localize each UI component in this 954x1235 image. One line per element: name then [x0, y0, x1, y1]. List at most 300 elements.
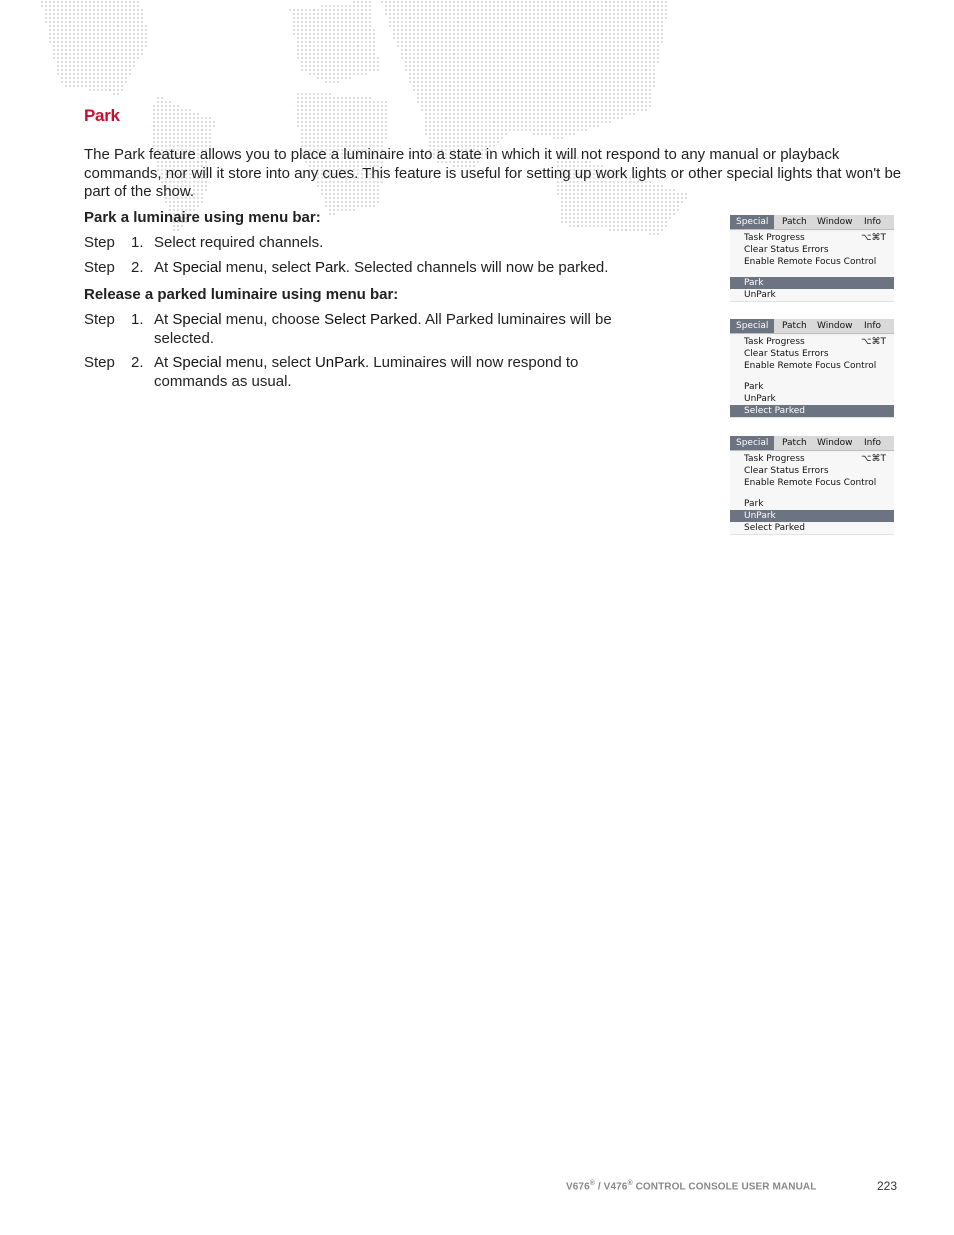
map-dot — [553, 109, 555, 111]
map-dot — [573, 37, 575, 39]
map-dot — [557, 29, 559, 31]
map-dot — [481, 29, 483, 31]
map-dot — [513, 53, 515, 55]
map-dot — [497, 57, 499, 59]
map-dot — [77, 17, 79, 19]
map-dot — [313, 93, 315, 95]
map-dot — [645, 225, 647, 227]
map-dot — [361, 1, 363, 3]
map-dot — [309, 9, 311, 11]
map-dot — [441, 137, 443, 139]
map-dot — [641, 105, 643, 107]
map-dot — [649, 73, 651, 75]
map-dot — [597, 1, 599, 3]
menu-item-task-progress[interactable] — [730, 336, 894, 348]
menu-item-select-parked[interactable]: Select Parked — [744, 523, 806, 533]
map-dot — [393, 33, 395, 35]
map-dot — [621, 221, 623, 223]
map-dot — [601, 45, 603, 47]
map-dot — [369, 9, 371, 11]
menu-item-enable-remote-focus[interactable]: Enable Remote Focus Control — [744, 361, 877, 371]
menu-item-enable-remote-focus[interactable]: Enable Remote Focus Control — [744, 257, 877, 267]
map-dot — [457, 9, 459, 11]
map-dot — [461, 81, 463, 83]
map-dot — [369, 137, 371, 139]
map-dot — [449, 81, 451, 83]
map-dot — [509, 93, 511, 95]
map-dot — [589, 69, 591, 71]
map-dot — [605, 85, 607, 87]
menu-item-enable-remote-focus[interactable]: Enable Remote Focus Control — [744, 478, 877, 488]
map-dot — [529, 37, 531, 39]
map-dot — [533, 53, 535, 55]
map-dot — [297, 57, 299, 59]
menu-item-park[interactable]: Park — [730, 277, 894, 289]
map-dot — [485, 61, 487, 63]
map-dot — [429, 137, 431, 139]
map-dot — [545, 117, 547, 119]
map-dot — [317, 69, 319, 71]
map-dot — [329, 121, 331, 123]
map-dot — [341, 9, 343, 11]
map-dot — [313, 73, 315, 75]
map-dot — [361, 97, 363, 99]
map-dot — [317, 93, 319, 95]
map-dot — [541, 57, 543, 59]
map-dot — [449, 41, 451, 43]
map-dot — [673, 209, 675, 211]
map-dot — [293, 25, 295, 27]
map-dot — [553, 125, 555, 127]
map-dot — [409, 17, 411, 19]
map-dot — [577, 45, 579, 47]
map-dot — [321, 69, 323, 71]
map-dot — [585, 105, 587, 107]
menu-item-select-parked[interactable]: Select Parked — [730, 405, 894, 417]
map-dot — [345, 9, 347, 11]
map-dot — [633, 21, 635, 23]
map-dot — [397, 9, 399, 11]
map-dot — [465, 141, 467, 143]
map-dot — [633, 41, 635, 43]
map-dot — [321, 93, 323, 95]
map-dot — [105, 65, 107, 67]
map-dot — [653, 17, 655, 19]
map-dot — [481, 53, 483, 55]
map-dot — [81, 5, 83, 7]
map-dot — [357, 73, 359, 75]
menu-window[interactable]: Window — [817, 438, 853, 448]
map-dot — [577, 17, 579, 19]
map-dot — [153, 133, 155, 135]
map-dot — [305, 137, 307, 139]
map-dot — [589, 221, 591, 223]
map-dot — [345, 29, 347, 31]
map-dot — [369, 41, 371, 43]
map-dot — [517, 37, 519, 39]
map-dot — [301, 117, 303, 119]
menu-special[interactable]: Special — [730, 215, 774, 229]
map-dot — [641, 53, 643, 55]
map-dot — [101, 69, 103, 71]
map-dot — [333, 29, 335, 31]
map-dot — [457, 41, 459, 43]
menu-item-park[interactable]: Park — [744, 499, 764, 509]
menu-info[interactable]: Info — [864, 438, 882, 448]
map-dot — [581, 53, 583, 55]
map-dot — [497, 125, 499, 127]
map-dot — [585, 33, 587, 35]
map-dot — [645, 37, 647, 39]
map-dot — [405, 45, 407, 47]
map-dot — [569, 57, 571, 59]
map-dot — [317, 13, 319, 15]
map-dot — [629, 49, 631, 51]
map-dot — [617, 1, 619, 3]
map-dot — [633, 105, 635, 107]
map-dot — [473, 81, 475, 83]
map-dot — [453, 13, 455, 15]
map-dot — [493, 85, 495, 87]
map-dot — [157, 113, 159, 115]
map-dot — [421, 1, 423, 3]
map-dot — [625, 45, 627, 47]
map-dot — [329, 9, 331, 11]
map-dot — [481, 93, 483, 95]
map-dot — [533, 97, 535, 99]
menu-info[interactable]: Info — [864, 217, 882, 227]
map-dot — [449, 129, 451, 131]
menu-item-clear-status-errors[interactable]: Clear Status Errors — [744, 349, 829, 359]
map-dot — [357, 53, 359, 55]
map-dot — [645, 25, 647, 27]
map-dot — [93, 61, 95, 63]
map-dot — [357, 109, 359, 111]
map-dot — [597, 49, 599, 51]
map-dot — [461, 73, 463, 75]
map-dot — [333, 133, 335, 135]
map-dot — [485, 41, 487, 43]
map-dot — [373, 61, 375, 63]
map-dot — [589, 89, 591, 91]
map-dot — [649, 77, 651, 79]
map-dot — [433, 137, 435, 139]
map-dot — [521, 57, 523, 59]
map-dot — [93, 1, 95, 3]
map-dot — [113, 25, 115, 27]
map-dot — [393, 1, 395, 3]
map-dot — [557, 57, 559, 59]
map-dot — [605, 25, 607, 27]
map-dot — [405, 57, 407, 59]
map-dot — [169, 125, 171, 127]
map-dot — [569, 129, 571, 131]
map-dot — [497, 77, 499, 79]
map-dot — [405, 13, 407, 15]
map-dot — [53, 5, 55, 7]
map-dot — [533, 109, 535, 111]
map-dot — [81, 61, 83, 63]
map-dot — [141, 29, 143, 31]
map-dot — [445, 61, 447, 63]
map-dot — [585, 213, 587, 215]
map-dot — [645, 93, 647, 95]
map-dot — [433, 81, 435, 83]
map-dot — [613, 81, 615, 83]
map-dot — [361, 37, 363, 39]
map-dot — [593, 109, 595, 111]
map-dot — [457, 109, 459, 111]
map-dot — [301, 29, 303, 31]
map-dot — [93, 65, 95, 67]
map-dot — [553, 97, 555, 99]
map-dot — [553, 77, 555, 79]
map-dot — [417, 13, 419, 15]
menu-item-unpark[interactable]: UnPark — [744, 290, 776, 300]
map-dot — [577, 13, 579, 15]
map-dot — [357, 117, 359, 119]
map-dot — [657, 25, 659, 27]
map-dot — [637, 65, 639, 67]
map-dot — [81, 73, 83, 75]
map-dot — [129, 61, 131, 63]
map-dot — [497, 33, 499, 35]
map-dot — [469, 89, 471, 91]
map-dot — [89, 9, 91, 11]
map-dot — [437, 57, 439, 59]
map-dot — [461, 5, 463, 7]
map-dot — [373, 33, 375, 35]
map-dot — [457, 65, 459, 67]
menu-patch[interactable]: Patch — [782, 217, 807, 227]
map-dot — [645, 13, 647, 15]
map-dot — [197, 113, 199, 115]
map-dot — [661, 1, 663, 3]
map-dot — [493, 121, 495, 123]
map-dot — [521, 13, 523, 15]
menu-item-task-progress[interactable] — [730, 453, 894, 465]
map-dot — [625, 109, 627, 111]
map-dot — [565, 45, 567, 47]
map-dot — [425, 49, 427, 51]
map-dot — [121, 41, 123, 43]
map-dot — [105, 89, 107, 91]
menu-item-park[interactable]: Park — [744, 382, 764, 392]
map-dot — [641, 29, 643, 31]
map-dot — [501, 137, 503, 139]
map-dot — [553, 73, 555, 75]
menu-screenshot-select-parked — [730, 319, 894, 418]
map-dot — [425, 29, 427, 31]
map-dot — [537, 117, 539, 119]
map-dot — [401, 13, 403, 15]
map-dot — [401, 17, 403, 19]
map-dot — [545, 109, 547, 111]
map-dot — [373, 29, 375, 31]
map-dot — [533, 25, 535, 27]
map-dot — [605, 121, 607, 123]
map-dot — [77, 5, 79, 7]
map-dot — [485, 121, 487, 123]
map-dot — [73, 29, 75, 31]
map-dot — [333, 61, 335, 63]
map-dot — [301, 37, 303, 39]
map-dot — [617, 13, 619, 15]
map-dot — [357, 125, 359, 127]
map-dot — [201, 137, 203, 139]
map-dot — [541, 109, 543, 111]
map-dot — [545, 17, 547, 19]
menu-item-clear-status-errors[interactable]: Clear Status Errors — [744, 466, 829, 476]
map-dot — [53, 37, 55, 39]
map-dot — [613, 73, 615, 75]
map-dot — [309, 101, 311, 103]
map-dot — [345, 125, 347, 127]
map-dot — [457, 133, 459, 135]
map-dot — [533, 73, 535, 75]
map-dot — [513, 85, 515, 87]
map-dot — [205, 133, 207, 135]
map-dot — [569, 81, 571, 83]
map-dot — [569, 45, 571, 47]
map-dot — [473, 57, 475, 59]
map-dot — [437, 137, 439, 139]
map-dot — [509, 117, 511, 119]
map-dot — [333, 45, 335, 47]
map-dot — [577, 77, 579, 79]
map-dot — [621, 41, 623, 43]
map-dot — [653, 13, 655, 15]
menu-info[interactable]: Info — [864, 321, 882, 331]
map-dot — [49, 1, 51, 3]
map-dot — [121, 65, 123, 67]
map-dot — [481, 121, 483, 123]
map-dot — [121, 49, 123, 51]
menu-patch[interactable]: Patch — [782, 438, 807, 448]
map-dot — [513, 65, 515, 67]
map-dot — [629, 221, 631, 223]
map-dot — [465, 97, 467, 99]
map-dot — [425, 37, 427, 39]
map-dot — [653, 205, 655, 207]
map-dot — [517, 77, 519, 79]
map-dot — [565, 57, 567, 59]
menu-item-task-progress[interactable] — [730, 232, 894, 244]
map-dot — [433, 21, 435, 23]
map-dot — [653, 33, 655, 35]
map-dot — [373, 105, 375, 107]
map-dot — [581, 5, 583, 7]
map-dot — [121, 61, 123, 63]
map-dot — [469, 121, 471, 123]
map-dot — [517, 81, 519, 83]
map-dot — [601, 53, 603, 55]
map-dot — [201, 129, 203, 131]
map-dot — [541, 13, 543, 15]
menu-window[interactable]: Window — [817, 217, 853, 227]
map-dot — [369, 45, 371, 47]
map-dot — [353, 9, 355, 11]
map-dot — [357, 205, 359, 207]
map-dot — [381, 117, 383, 119]
map-dot — [321, 61, 323, 63]
map-dot — [485, 105, 487, 107]
menu-item-unpark[interactable]: UnPark — [730, 510, 894, 522]
menu-special[interactable]: Special — [730, 436, 774, 450]
map-dot — [633, 77, 635, 79]
map-dot — [133, 13, 135, 15]
map-dot — [625, 25, 627, 27]
map-dot — [569, 217, 571, 219]
map-dot — [541, 41, 543, 43]
menu-item-clear-status-errors[interactable]: Clear Status Errors — [744, 245, 829, 255]
map-dot — [317, 113, 319, 115]
map-dot — [649, 213, 651, 215]
map-dot — [53, 33, 55, 35]
map-dot — [97, 21, 99, 23]
map-dot — [89, 21, 91, 23]
map-dot — [553, 105, 555, 107]
map-dot — [449, 117, 451, 119]
map-dot — [561, 97, 563, 99]
map-dot — [581, 129, 583, 131]
map-dot — [593, 73, 595, 75]
map-dot — [601, 13, 603, 15]
map-dot — [561, 29, 563, 31]
map-dot — [505, 13, 507, 15]
map-dot — [565, 109, 567, 111]
map-dot — [329, 41, 331, 43]
map-dot — [621, 21, 623, 23]
map-dot — [485, 69, 487, 71]
map-dot — [189, 129, 191, 131]
map-dot — [577, 89, 579, 91]
map-dot — [361, 129, 363, 131]
map-dot — [49, 21, 51, 23]
map-dot — [473, 53, 475, 55]
map-dot — [541, 5, 543, 7]
map-dot — [301, 49, 303, 51]
map-dot — [461, 129, 463, 131]
map-dot — [413, 85, 415, 87]
menu-item-unpark[interactable]: UnPark — [744, 394, 776, 404]
map-dot — [169, 109, 171, 111]
map-dot — [369, 113, 371, 115]
map-dot — [477, 105, 479, 107]
map-dot — [405, 49, 407, 51]
map-dot — [57, 29, 59, 31]
map-dot — [489, 17, 491, 19]
map-dot — [57, 69, 59, 71]
map-dot — [501, 133, 503, 135]
map-dot — [445, 45, 447, 47]
map-dot — [349, 37, 351, 39]
map-dot — [357, 29, 359, 31]
map-dot — [365, 129, 367, 131]
menu-window[interactable]: Window — [817, 321, 853, 331]
menu-special[interactable]: Special — [730, 319, 774, 333]
map-dot — [185, 113, 187, 115]
map-dot — [577, 109, 579, 111]
menu-patch[interactable]: Patch — [782, 321, 807, 331]
map-dot — [301, 17, 303, 19]
map-dot — [365, 73, 367, 75]
map-dot — [629, 77, 631, 79]
map-dot — [641, 85, 643, 87]
map-dot — [477, 33, 479, 35]
map-dot — [305, 9, 307, 11]
map-dot — [373, 133, 375, 135]
